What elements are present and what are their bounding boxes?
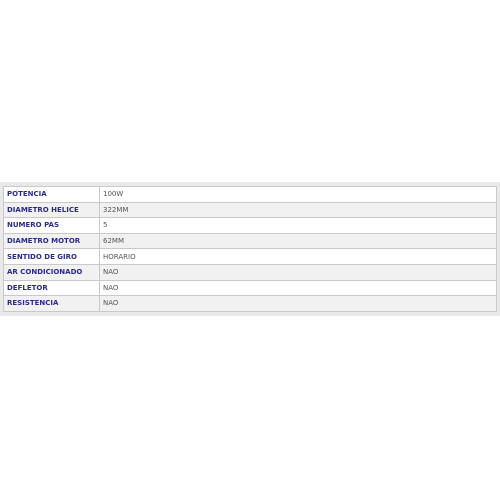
table-row: [4, 233, 497, 249]
spec-value: 100W: [100, 187, 497, 203]
table-row: [4, 202, 497, 218]
specifications-table: [3, 186, 497, 312]
spec-label: SENTIDO DE GIRO: [4, 249, 100, 265]
table-row: [4, 264, 497, 280]
spec-label: POTENCIA: [4, 187, 100, 203]
spec-label: DIAMETRO HELICE: [4, 202, 100, 218]
spec-label: DIAMETRO MOTOR: [4, 233, 100, 249]
spec-value: HORARIO: [100, 249, 497, 265]
spec-value: 5: [100, 218, 497, 234]
table-row: [4, 218, 497, 234]
specifications-panel: [0, 182, 500, 316]
spec-value: 322MM: [100, 202, 497, 218]
spec-label: RESISTENCIA: [4, 296, 100, 312]
spec-label: DEFLETOR: [4, 280, 100, 296]
spec-value: 62MM: [100, 233, 497, 249]
spec-value: NAO: [100, 296, 497, 312]
table-row: [4, 187, 497, 203]
spec-value: NAO: [100, 280, 497, 296]
spec-value: NAO: [100, 264, 497, 280]
spec-label: NUMERO PAS: [4, 218, 100, 234]
table-row: [4, 280, 497, 296]
table-row: [4, 296, 497, 312]
spec-label: AR CONDICIONADO: [4, 264, 100, 280]
table-row: [4, 249, 497, 265]
